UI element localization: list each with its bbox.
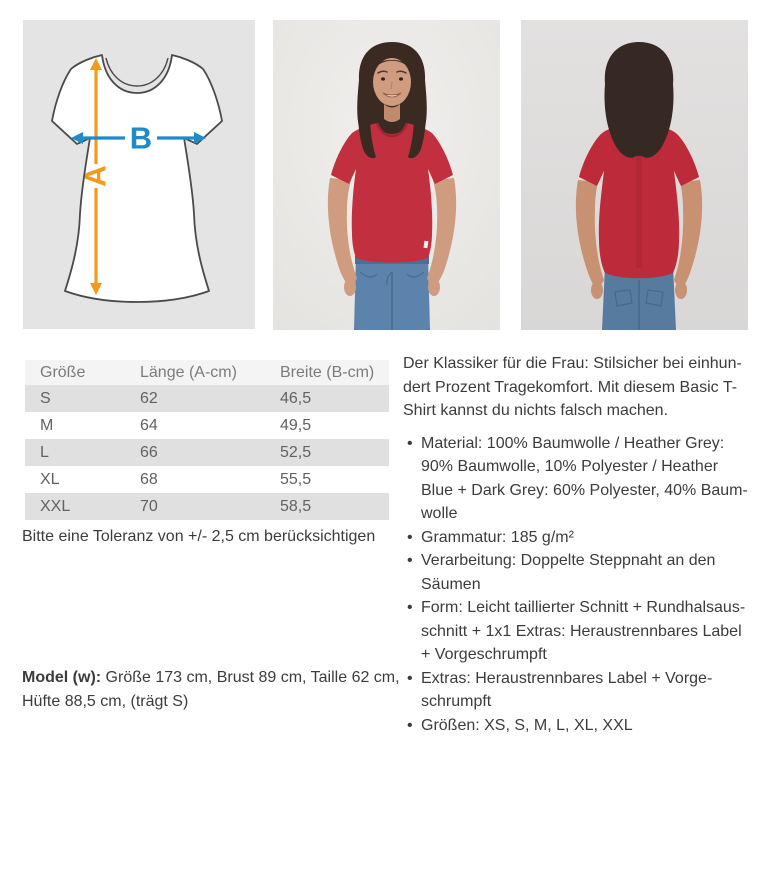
size-table — [25, 360, 389, 520]
model-back-svg — [521, 19, 748, 331]
hair-back-view — [605, 42, 674, 158]
product-description — [403, 352, 754, 737]
cell-size: XXL — [40, 497, 71, 515]
model-back-photo — [521, 19, 748, 331]
feature-item-material: • Material: 100% Baumwolle / Heather Grey: 90% Baumwolle, 10% Polyester / Heather Blue + Dark Grey: 60% Polyester, 40% Baumwolle — [403, 432, 754, 526]
size-table-header-row — [25, 360, 389, 385]
tolerance-note: Bitte eine Toleranz von +/- 2,5 cm berücksichtigen — [22, 528, 376, 545]
table-row-s — [25, 385, 389, 412]
size-diagram-svg — [23, 20, 255, 329]
cell-size: XL — [40, 470, 60, 488]
model-info — [22, 666, 400, 714]
cell-width: 55,5 — [280, 470, 312, 488]
cell-width: 49,5 — [280, 416, 312, 434]
jeans — [354, 254, 430, 330]
feature-item-verarbeitung: • Verarbeitung: Doppelte Steppnaht an den Säumen — [403, 549, 754, 596]
cell-length: 68 — [140, 470, 158, 488]
length-label-a: A — [79, 165, 113, 187]
column-header-width: Breite (B-cm) — [265, 360, 389, 385]
table-row-xl — [25, 466, 389, 493]
table-row-l — [25, 439, 389, 466]
description-intro: Der Klassiker für die Frau: Stilsicher bei einhundert Prozent Tragekomfort. Mit diesem Basic T-Shirt kannst du nichts falsch machen. — [403, 355, 742, 419]
cell-width: 58,5 — [280, 497, 312, 515]
feature-list — [403, 432, 754, 738]
cell-size: M — [40, 416, 54, 434]
model-front-svg — [273, 19, 500, 331]
size-diagram-image — [23, 20, 255, 329]
table-row-m — [25, 412, 389, 439]
cell-length: 66 — [140, 443, 158, 461]
feature-item-grammatur: • Grammatur: 185 g/m² — [403, 526, 754, 550]
cell-length: 70 — [140, 497, 158, 515]
feature-item-form: • Form: Leicht taillierter Schnitt + Rundhalsausschnitt + 1x1 Extras: Heraustrennbares Label + Vorgeschrumpft — [403, 596, 754, 667]
feature-item-groessen: • Größen: XS, S, M, L, XL, XXL — [403, 714, 754, 738]
column-header-size: Größe — [25, 360, 125, 385]
cell-width: 52,5 — [280, 443, 312, 461]
model-info-details: Größe 173 cm, Brust 89 cm, Taille 62 cm, Hüfte 88,5 cm, (trägt S) — [22, 669, 400, 710]
model-front-photo — [273, 19, 500, 331]
width-label-b: B — [129, 120, 153, 156]
cell-length: 64 — [140, 416, 158, 434]
cell-size: S — [40, 389, 51, 407]
cell-length: 62 — [140, 389, 158, 407]
cell-size: L — [40, 443, 49, 461]
column-header-length: Länge (A-cm) — [125, 360, 265, 385]
cell-width: 46,5 — [280, 389, 312, 407]
feature-item-extras: • Extras: Heraustrennbares Label + Vorgeschrumpft — [403, 667, 754, 714]
model-info-label: Model (w): — [22, 669, 102, 686]
table-row-xxl — [25, 493, 389, 520]
